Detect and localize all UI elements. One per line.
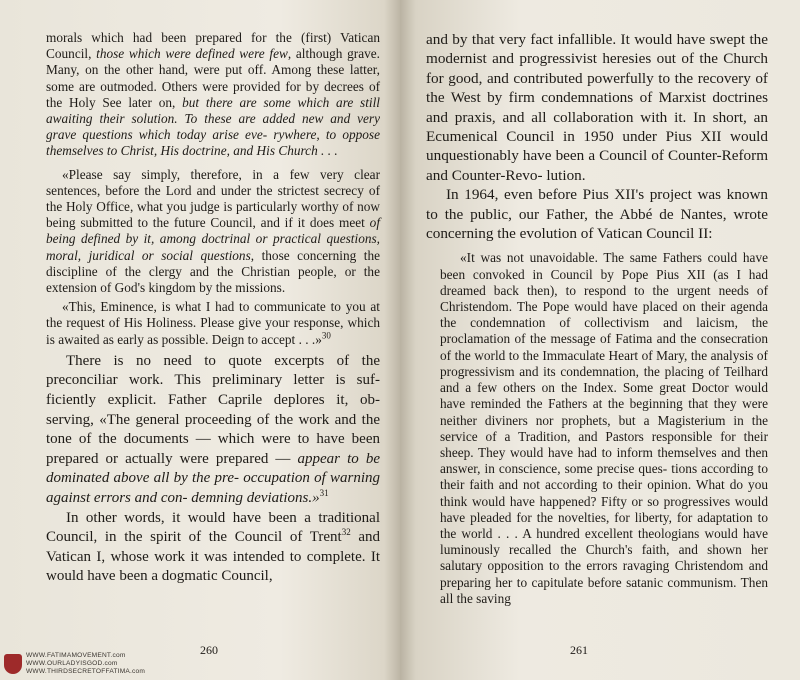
- page-number-right: 261: [570, 643, 588, 657]
- quote-eminence: «This, Eminence, is what I had to communicate to you at the request of His Holiness. Please give your response, which is awaited as early as possible. Deign to accept . . .»$^{30}$: [46, 299, 380, 347]
- footnote-ref-30[interactable]: 30: [321, 330, 331, 341]
- paragraph-infallible: and by that very fact infallible. It would have swept the modernist and progressivist heresies out of the Church for good, and contributed powerfully to the recovery of the West by firm condemnations of Marxist doctrines and praxis, and all collaboration with it. In short, an Ecumenical Council in 1950 under Pius XII would unquestionably have been a Council of Counter-Reform and Counter-Revo- lution.: [426, 31, 769, 184]
- quote-please: «Please say simply, therefore, in a few very clear sentences, before the Lord and under the strictest secrecy of the Holy Office, what you judge is particularly worthy of now being submitted to the future Council, and if it does meet of being defined by it, among doctrinal or practical questions, moral, juridical or social questions, those concerning the discipline of the clergy and the Christian people, or the extension of God's kingdom by the missions.: [46, 166, 381, 296]
- footer-url-ourladyisgod[interactable]: WWW.OURLADYISGOD.com: [26, 659, 118, 667]
- footer-url-thirdsecret[interactable]: WWW.THIRDSECRETOFFATIMA.com: [26, 668, 146, 676]
- footer-url-fatimamovement[interactable]: WWW.FATIMAMOVEMENT.com: [26, 651, 126, 659]
- left-page-text: [46, 30, 380, 587]
- footnote-ref-31[interactable]: 31: [319, 488, 329, 499]
- right-page-text: [426, 30, 768, 607]
- paragraph-other-words: In other words, it would have been a traditional Council, in the spirit of the Council of Trent$^{32}$ and Vatican I, whose work it was intended to complete. It would have been a dogmatic Council,: [46, 509, 381, 585]
- paragraph-1964: In 1964, even before Pius XII's project was known to the public, our Father, the Abbé de Nantes, wrote concerning the evolution of Vatican Council II:: [426, 186, 769, 243]
- right-page: [400, 0, 800, 680]
- footer-urls: [26, 652, 145, 677]
- quote-continuation: morals which had been prepared for the (first) Vatican Council, those which were defined were few, although grave. Many, on the other hand, were put off. Among these latter, some are outmoded. Others were provided for by decrees of the Holy See later on, but there are some which are still awaiting their solution. To these are added new and very grave questions which today arise eve- rywhere, to oppose themselves to Christ, His doctrine, and His Church . . .: [46, 30, 381, 159]
- paragraph-preconciliar: There is no need to quote excerpts of the preconciliar work. This preliminary letter is suf- ficiently explicit. Father Caprile deplores it, ob- serving, «The general proceeding of the work and the tone of the documents — which were to have been prepared or actually were prepared — appear to be dominated above all by the pre- occupation of warning against errors and con- demning deviations.»$^{31}$: [46, 352, 381, 507]
- page-number-left: 260: [200, 643, 218, 657]
- fatima-shield-icon: [4, 654, 22, 674]
- website-footer: [4, 650, 204, 678]
- quote-abbe-de-nantes: «It was not unavoidable. The same Fathers could have been convoked in Council by Pope Pius XII (as I had dreamed back then), to respond to the urgent needs of Christendom. The Pope would have placed on their agenda the condemnation of collectivism and laicism, the proclamation of the message of Fatima and the consecration of the world to the Immaculate Heart of Mary, the analysis of progressivism and its condemnation, the placing of Teilhard and a few others on the Index. Some great Doctor would have reminded the Fathers at the beginning that they were neither diviners nor prophets, but a Magisterium in the service of a Tradition, and Pastors responsible for their sheep. They would have had to inform themselves and then answer, in conscience, some precise ques- tions according to their faith and not according to their opinion. What do you think would have happened? Fifty or so progressives would have pleaded for the novelties, for liberty, for adaptation to the world . . . A hundred excellent theologians would have luminously recalled the Church's faith, and shown her salutary opposition to the errors ravaging Christendom and preparing her to capitulate before satanic communism. Then all the saving: [440, 250, 769, 606]
- footnote-ref-32[interactable]: 32: [341, 527, 351, 538]
